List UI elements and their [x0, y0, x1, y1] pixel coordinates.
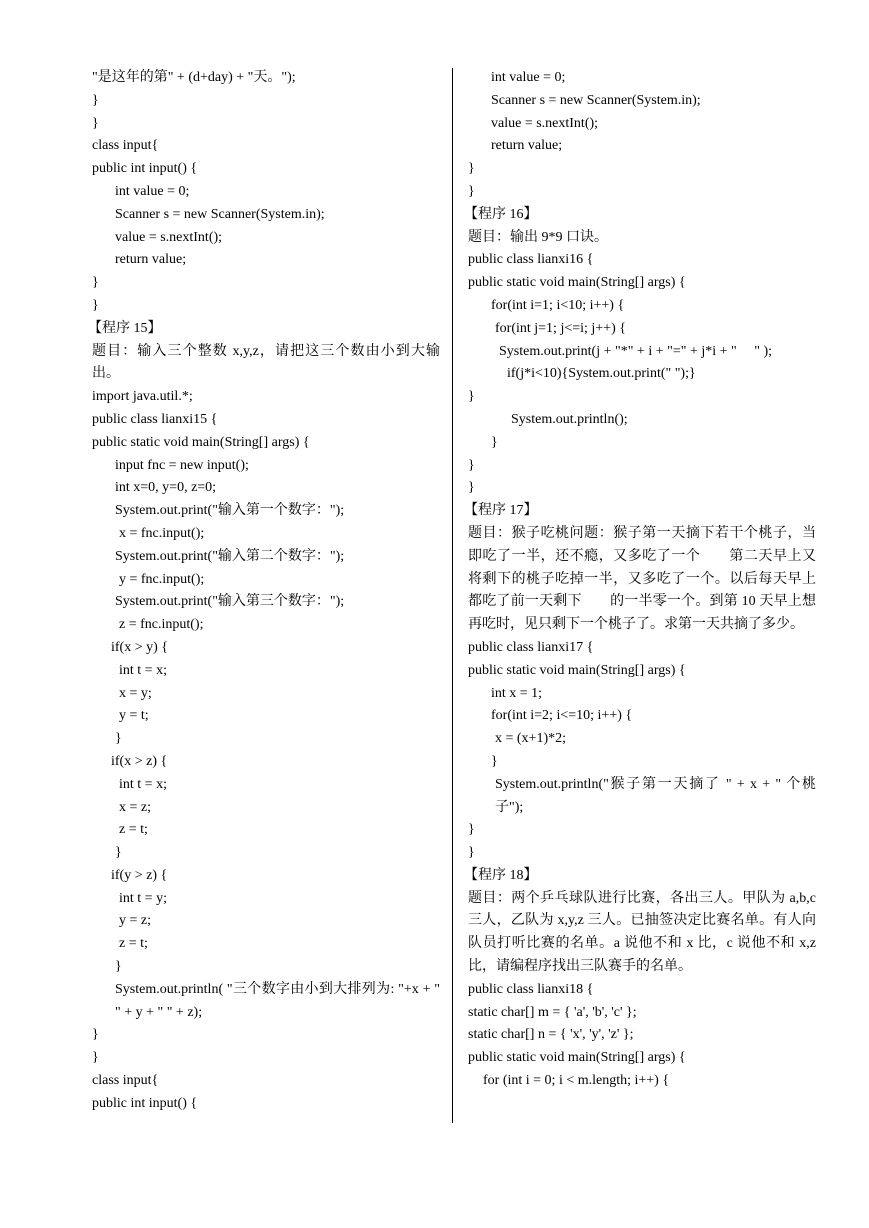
section-heading: 【程序 16】: [464, 206, 538, 222]
code-line: int value = 0;: [491, 70, 566, 85]
code-line: public class lianxi16 {: [468, 252, 594, 268]
code-line: int x=0, y=0, z=0;: [115, 480, 217, 496]
code-line: }: [468, 183, 475, 199]
code-line: x = y;: [119, 685, 152, 701]
code-line: public int input() {: [92, 1095, 198, 1111]
problem-statement: 题目：输入三个整数 x,y,z，请把这三个数由小到大输出。: [92, 343, 440, 382]
left-column: [88, 67, 440, 1116]
code-line: }: [115, 959, 122, 975]
code-line: static char[] m = { 'a', 'b', 'c' };: [468, 1004, 637, 1020]
code-line: y = fnc.input();: [119, 571, 205, 587]
code-line: }: [468, 822, 475, 838]
code-line: System.out.print("输入第三个数字：");: [115, 594, 345, 610]
code-line: }: [468, 389, 475, 405]
code-line: for(int i=1; i<10; i++) {: [491, 297, 625, 313]
code-line: x = fnc.input();: [119, 525, 205, 541]
code-line: int t = x;: [119, 776, 167, 792]
code-line: class input{: [92, 138, 159, 154]
code-line: int t = x;: [119, 662, 167, 678]
code-line: }: [92, 92, 99, 108]
code-line: public static void main(String[] args) {: [468, 1050, 686, 1066]
code-line: y = z;: [119, 913, 151, 929]
code-line: }: [468, 161, 475, 177]
code-line: int value = 0;: [115, 183, 190, 199]
right-column: [464, 67, 816, 1093]
code-line: if(y > z) {: [111, 867, 168, 883]
code-line: for(int i=2; i<=10; i++) {: [491, 708, 633, 724]
code-line: if(x > y) {: [111, 639, 168, 655]
code-line: public static void main(String[] args) {: [468, 662, 686, 678]
code-line: Scanner s = new Scanner(System.in);: [491, 92, 701, 108]
code-line: int t = y;: [119, 890, 167, 906]
code-line: value = s.nextInt();: [491, 115, 599, 131]
code-line: public class lianxi18 {: [468, 981, 594, 997]
code-line: "是这年的第" + (d+day) + "天。");: [92, 70, 296, 85]
code-line: }: [92, 275, 99, 291]
section-heading: 【程序 15】: [88, 320, 162, 336]
code-line: System.out.println("猴子第一天摘了 " + x + " 个桃子");: [495, 776, 816, 815]
code-line: System.out.println();: [511, 411, 628, 427]
section-heading: 【程序 18】: [464, 867, 538, 883]
code-line: }: [92, 115, 99, 131]
code-line: System.out.print(j + "*" + i + "=" + j*i + " " );: [499, 343, 772, 359]
code-line: Scanner s = new Scanner(System.in);: [115, 206, 325, 222]
code-line: int x = 1;: [491, 685, 543, 701]
code-line: y = t;: [119, 708, 149, 724]
code-line: if(x > z) {: [111, 753, 168, 769]
code-line: }: [115, 731, 122, 747]
problem-statement: 题目：猴子吃桃问题：猴子第一天摘下若干个桃子，当即吃了一半，还不瘾，又多吃了一个 第二天早上又将剩下的桃子吃掉一半，又多吃了一个。以后每天早上都吃了前一天剩下 的一半零一个。到第 10 天早上想再吃时，见只剩下一个桃子了。求第一天共摘了多少。: [468, 525, 816, 633]
code-line: }: [468, 845, 475, 861]
column-divider: [452, 68, 453, 1123]
code-line: return value;: [115, 252, 187, 268]
problem-statement: 题目：两个乒乓球队进行比赛，各出三人。甲队为 a,b,c 三人，乙队为 x,y,z 三人。已抽签决定比赛名单。有人向队员打听比赛的名单。a 说他不和 x 比，c 说他不和 x,z 比，请编程序找出三队赛手的名单。: [468, 890, 816, 975]
code-line: }: [92, 1027, 99, 1043]
code-line: for(int j=1; j<=i; j++) {: [495, 320, 626, 336]
code-line: System.out.print("输入第二个数字：");: [115, 548, 345, 564]
code-line: input fnc = new input();: [115, 457, 249, 473]
code-line: public class lianxi15 {: [92, 411, 218, 427]
code-line: class input{: [92, 1073, 159, 1089]
code-line: for (int i = 0; i < m.length; i++) {: [483, 1073, 670, 1089]
code-line: }: [92, 297, 99, 313]
code-line: }: [92, 1050, 99, 1066]
code-line: static char[] n = { 'x', 'y', 'z' };: [468, 1027, 634, 1043]
code-line: }: [491, 434, 498, 450]
code-line: System.out.println( "三个数字由小到大排列为: "+x + " " + y + " " + z);: [115, 981, 440, 1020]
code-line: x = z;: [119, 799, 151, 815]
code-line: }: [468, 480, 475, 496]
code-line: value = s.nextInt();: [115, 229, 223, 245]
code-line: public class lianxi17 {: [468, 639, 594, 655]
code-line: public int input() {: [92, 161, 198, 177]
code-line: System.out.print("输入第一个数字：");: [115, 503, 345, 519]
code-line: }: [468, 457, 475, 473]
code-line: import java.util.*;: [92, 389, 193, 405]
code-line: z = t;: [119, 936, 148, 952]
problem-statement: 题目：输出 9*9 口诀。: [468, 229, 608, 245]
code-line: }: [491, 753, 498, 769]
code-line: x = (x+1)*2;: [495, 731, 567, 747]
code-line: }: [115, 845, 122, 861]
code-line: public static void main(String[] args) {: [92, 434, 310, 450]
code-line: z = t;: [119, 822, 148, 838]
code-line: public static void main(String[] args) {: [468, 275, 686, 291]
section-heading: 【程序 17】: [464, 503, 538, 519]
code-line: z = fnc.input();: [119, 617, 204, 633]
code-line: if(j*i<10){System.out.print(" ");}: [507, 366, 696, 382]
code-line: return value;: [491, 138, 563, 154]
